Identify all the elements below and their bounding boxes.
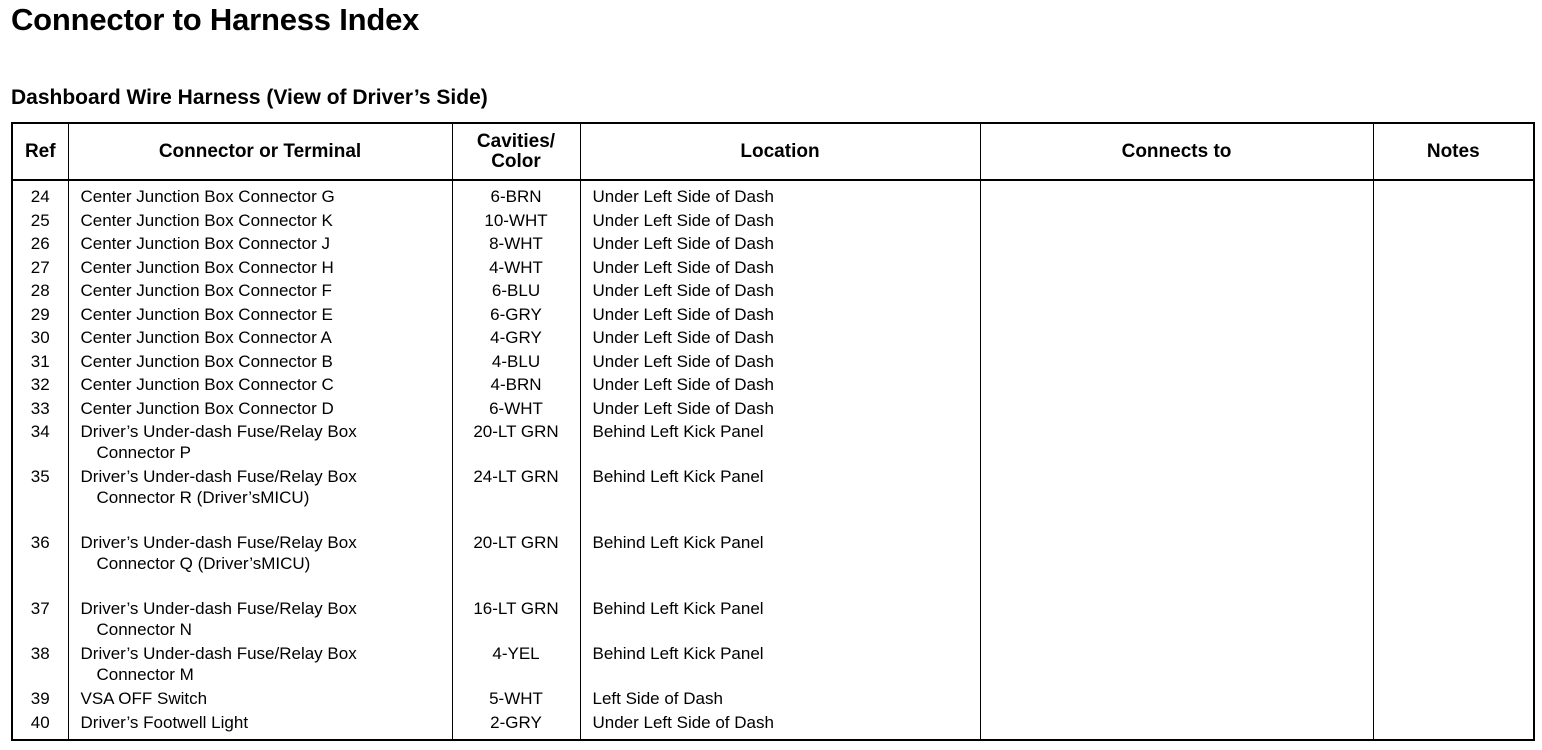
cell-connects-to bbox=[980, 466, 1373, 532]
cell-ref: 38 bbox=[12, 643, 68, 688]
connector-name-line2: Connector M bbox=[96, 665, 194, 684]
cell-notes bbox=[1373, 233, 1534, 257]
cell-connector bbox=[68, 186, 452, 210]
cell-location: Behind Left Kick Panel bbox=[580, 643, 980, 688]
connector-name: Driver’s Under-dash Fuse/Relay Box bbox=[80, 533, 357, 552]
cell-connector bbox=[68, 351, 452, 375]
cell-notes bbox=[1373, 643, 1534, 688]
cell-connects-to bbox=[980, 688, 1373, 712]
cell-location: Behind Left Kick Panel bbox=[580, 598, 980, 643]
cell-ref: 39 bbox=[12, 688, 68, 712]
table-row bbox=[12, 598, 1534, 643]
cell-connector bbox=[68, 532, 452, 598]
cell-connects-to bbox=[980, 210, 1373, 234]
cell-ref: 34 bbox=[12, 421, 68, 466]
cell-ref: 31 bbox=[12, 351, 68, 375]
header-cavities-line1: Cavities/ bbox=[476, 130, 556, 152]
connector-name: Driver’s Under-dash Fuse/Relay Box bbox=[80, 422, 357, 441]
cell-cavities-color: 10-WHT bbox=[452, 210, 580, 234]
table-row bbox=[12, 643, 1534, 688]
header-ref: Ref bbox=[12, 123, 68, 180]
cell-connects-to bbox=[980, 421, 1373, 466]
cell-notes bbox=[1373, 327, 1534, 351]
table-row bbox=[12, 233, 1534, 257]
cell-ref: 32 bbox=[12, 374, 68, 398]
cell-cavities-color: 8-WHT bbox=[452, 233, 580, 257]
table-row bbox=[12, 257, 1534, 281]
table-row bbox=[12, 304, 1534, 328]
cell-notes bbox=[1373, 210, 1534, 234]
cell-connects-to bbox=[980, 351, 1373, 375]
connector-name-line2: Connector Q (Driver’sMICU) bbox=[96, 554, 311, 573]
cell-location: Under Left Side of Dash bbox=[580, 374, 980, 398]
cell-connects-to bbox=[980, 186, 1373, 210]
cell-notes bbox=[1373, 598, 1534, 643]
cell-cavities-color: 6-GRY bbox=[452, 304, 580, 328]
cell-cavities-color: 4-BLU bbox=[452, 351, 580, 375]
header-connects-to: Connects to bbox=[980, 123, 1373, 180]
table-row bbox=[12, 398, 1534, 422]
cell-cavities-color: 16-LT GRN bbox=[452, 598, 580, 643]
connector-name-line2: Connector N bbox=[96, 620, 192, 639]
connector-name: Center Junction Box Connector F bbox=[80, 281, 332, 300]
cell-location: Under Left Side of Dash bbox=[580, 712, 980, 741]
cell-ref: 30 bbox=[12, 327, 68, 351]
cell-cavities-color: 20-LT GRN bbox=[452, 532, 580, 598]
cell-cavities-color: 4-WHT bbox=[452, 257, 580, 281]
cell-connects-to bbox=[980, 712, 1373, 741]
table-row bbox=[12, 688, 1534, 712]
cell-location: Behind Left Kick Panel bbox=[580, 532, 980, 598]
cell-cavities-color: 6-WHT bbox=[452, 398, 580, 422]
cell-location: Under Left Side of Dash bbox=[580, 186, 980, 210]
cell-connector bbox=[68, 233, 452, 257]
cell-location: Under Left Side of Dash bbox=[580, 351, 980, 375]
cell-location: Under Left Side of Dash bbox=[580, 257, 980, 281]
header-location: Location bbox=[580, 123, 980, 180]
cell-cavities-color: 6-BRN bbox=[452, 186, 580, 210]
cell-connector bbox=[68, 327, 452, 351]
connector-name: Driver’s Under-dash Fuse/Relay Box bbox=[80, 599, 357, 618]
cell-cavities-color: 4-YEL bbox=[452, 643, 580, 688]
cell-notes bbox=[1373, 712, 1534, 741]
cell-connects-to bbox=[980, 233, 1373, 257]
harness-index-table bbox=[11, 122, 1535, 741]
cell-ref: 40 bbox=[12, 712, 68, 741]
cell-notes bbox=[1373, 351, 1534, 375]
connector-name: Center Junction Box Connector A bbox=[80, 328, 332, 347]
cell-notes bbox=[1373, 304, 1534, 328]
cell-notes bbox=[1373, 257, 1534, 281]
table-row bbox=[12, 186, 1534, 210]
connector-name: Center Junction Box Connector B bbox=[80, 351, 333, 371]
cell-connects-to bbox=[980, 532, 1373, 598]
cell-connector bbox=[68, 643, 452, 688]
section-title: Dashboard Wire Harness (View of Driver’s Side) bbox=[11, 86, 488, 109]
cell-location: Under Left Side of Dash bbox=[580, 304, 980, 328]
cell-notes bbox=[1373, 466, 1534, 532]
cell-connects-to bbox=[980, 327, 1373, 351]
connector-name: Driver’s Under-dash Fuse/Relay Box bbox=[80, 644, 357, 663]
cell-ref: 29 bbox=[12, 304, 68, 328]
cell-cavities-color: 2-GRY bbox=[452, 712, 580, 741]
cell-connects-to bbox=[980, 398, 1373, 422]
cell-ref: 27 bbox=[12, 257, 68, 281]
table-row bbox=[12, 351, 1534, 375]
cell-cavities-color: 5-WHT bbox=[452, 688, 580, 712]
cell-location: Under Left Side of Dash bbox=[580, 233, 980, 257]
cell-connects-to bbox=[980, 304, 1373, 328]
cell-ref: 24 bbox=[12, 186, 68, 210]
cell-connects-to bbox=[980, 374, 1373, 398]
header-connector: Connector or Terminal bbox=[68, 123, 452, 180]
connector-name: Center Junction Box Connector J bbox=[80, 234, 330, 253]
connector-name-line2: Connector P bbox=[96, 443, 191, 462]
cell-connects-to bbox=[980, 280, 1373, 304]
cell-notes bbox=[1373, 688, 1534, 712]
table-row bbox=[12, 327, 1534, 351]
cell-notes bbox=[1373, 421, 1534, 466]
cell-ref: 26 bbox=[12, 233, 68, 257]
connector-name: Center Junction Box Connector G bbox=[80, 187, 335, 206]
cell-cavities-color: 6-BLU bbox=[452, 280, 580, 304]
cell-ref: 25 bbox=[12, 210, 68, 234]
cell-location: Under Left Side of Dash bbox=[580, 398, 980, 422]
cell-cavities-color: 20-LT GRN bbox=[452, 421, 580, 466]
table-row bbox=[12, 210, 1534, 234]
cell-location: Behind Left Kick Panel bbox=[580, 421, 980, 466]
connector-name: Center Junction Box Connector D bbox=[80, 398, 334, 418]
cell-notes bbox=[1373, 374, 1534, 398]
table-row bbox=[12, 712, 1534, 741]
cell-connector bbox=[68, 280, 452, 304]
cell-notes bbox=[1373, 398, 1534, 422]
cell-connects-to bbox=[980, 598, 1373, 643]
cell-connector bbox=[68, 712, 452, 741]
table-row bbox=[12, 421, 1534, 466]
header-notes: Notes bbox=[1373, 123, 1534, 180]
table-body bbox=[12, 180, 1534, 740]
cell-connector bbox=[68, 421, 452, 466]
page-title: Connector to Harness Index bbox=[11, 2, 420, 37]
table-row bbox=[12, 466, 1534, 532]
connector-name: Driver’s Footwell Light bbox=[80, 712, 249, 732]
cell-location: Behind Left Kick Panel bbox=[580, 466, 980, 532]
cell-ref: 36 bbox=[12, 532, 68, 598]
cell-connects-to bbox=[980, 257, 1373, 281]
cell-connector bbox=[68, 210, 452, 234]
cell-notes bbox=[1373, 186, 1534, 210]
cell-location: Left Side of Dash bbox=[580, 688, 980, 712]
cell-location: Under Left Side of Dash bbox=[580, 327, 980, 351]
cell-connector bbox=[68, 257, 452, 281]
connector-name: Center Junction Box Connector H bbox=[80, 257, 334, 277]
cell-connects-to bbox=[980, 643, 1373, 688]
connector-name-line2: Connector R (Driver’sMICU) bbox=[96, 488, 310, 507]
cell-cavities-color: 24-LT GRN bbox=[452, 466, 580, 532]
cell-connector bbox=[68, 304, 452, 328]
cell-location: Under Left Side of Dash bbox=[580, 210, 980, 234]
connector-name: Center Junction Box Connector K bbox=[80, 210, 333, 230]
header-cavities bbox=[452, 123, 580, 180]
cell-connector bbox=[68, 374, 452, 398]
cell-ref: 28 bbox=[12, 280, 68, 304]
table-header bbox=[12, 123, 1534, 180]
cell-location: Under Left Side of Dash bbox=[580, 280, 980, 304]
connector-name: Center Junction Box Connector C bbox=[80, 375, 334, 394]
table-row bbox=[12, 532, 1534, 598]
cell-ref: 33 bbox=[12, 398, 68, 422]
table-row bbox=[12, 374, 1534, 398]
cell-ref: 37 bbox=[12, 598, 68, 643]
connector-name: Center Junction Box Connector E bbox=[80, 304, 333, 324]
header-cavities-line2: Color bbox=[491, 150, 541, 172]
cell-connector bbox=[68, 598, 452, 643]
cell-notes bbox=[1373, 280, 1534, 304]
cell-cavities-color: 4-GRY bbox=[452, 327, 580, 351]
cell-connector bbox=[68, 398, 452, 422]
cell-cavities-color: 4-BRN bbox=[452, 374, 580, 398]
table-row bbox=[12, 280, 1534, 304]
connector-name: VSA OFF Switch bbox=[80, 689, 208, 708]
cell-connector bbox=[68, 466, 452, 532]
cell-ref: 35 bbox=[12, 466, 68, 532]
cell-connector bbox=[68, 688, 452, 712]
cell-notes bbox=[1373, 532, 1534, 598]
connector-name: Driver’s Under-dash Fuse/Relay Box bbox=[80, 467, 357, 486]
